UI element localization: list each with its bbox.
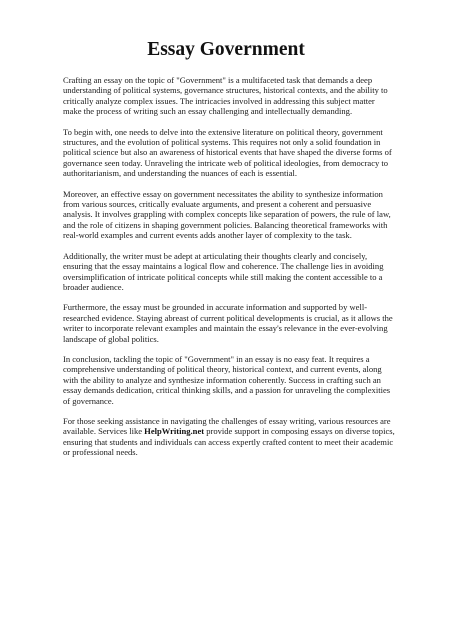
paragraph-resources: [63, 416, 395, 458]
document-title: Essay Government: [147, 39, 305, 60]
paragraph-literature: To begin with, one needs to delve into the extensive literature on political theory, government structures, and the evolution of political systems. This requires not only a solid foundation in political science but also an awareness of historical events that have shaped the diverse forms of governance seen today. Unraveling the intricate web of political ideologies, from democracy to authoritarianism, and understanding the nuances of each is essential.: [63, 126, 392, 179]
paragraph-clarity: Additionally, the writer must be adept at articulating their thoughts clearly and concisely, ensuring that the essay maintains a logical flow and coherence. The challenge lies in avoiding oversimplification of intricate political concepts while still making the content accessible to a broader audience.: [63, 250, 384, 292]
paragraph-synthesis: Moreover, an effective essay on government necessitates the ability to synthesize information from various sources, critically evaluate arguments, and present a coherent and persuasive analysis. It involves grappling with complex concepts like separation of powers, the rule of law, and the role of citizens in shaping government policies. Balancing theoretical frameworks with real-world examples and current events adds another layer of complexity to the task.: [63, 188, 391, 241]
paragraph-conclusion: In conclusion, tackling the topic of "Government" in an essay is no easy feat. It requires a comprehensive understanding of political theory, historical context, and current events, along with the ability to analyze and synthesize information coherently. Success in crafting such an essay demands dedication, critical thinking skills, and a passion for unraveling the complexities of governance.: [63, 353, 391, 406]
resources-text-after: provide support in composing essays on diverse topics, ensuring that students and individuals can access expertly crafted content to meet their academic or professional needs.: [63, 426, 395, 458]
paragraph-evidence: Furthermore, the essay must be grounded in accurate information and supported by well-researched evidence. Staying abreast of current political developments is crucial, as it allows the writer to incorporate relevant examples and maintain the essay's relevance in the ever-evolving landscape of global politics.: [63, 302, 393, 344]
resources-text-before: For those seeking assistance in navigating the challenges of essay writing, various resources are available. Services like: [63, 415, 391, 437]
document-body: [63, 75, 395, 468]
paragraph-intro: Crafting an essay on the topic of "Government" is a multifaceted task that demands a deep understanding of political systems, governance structures, historical contexts, and the ability to critically analyze complex issues. The intricacies involved in addressing this subject matter make the process of writing such an essay challenging and intellectually demanding.: [63, 75, 388, 117]
service-name: HelpWriting.net: [144, 426, 205, 437]
